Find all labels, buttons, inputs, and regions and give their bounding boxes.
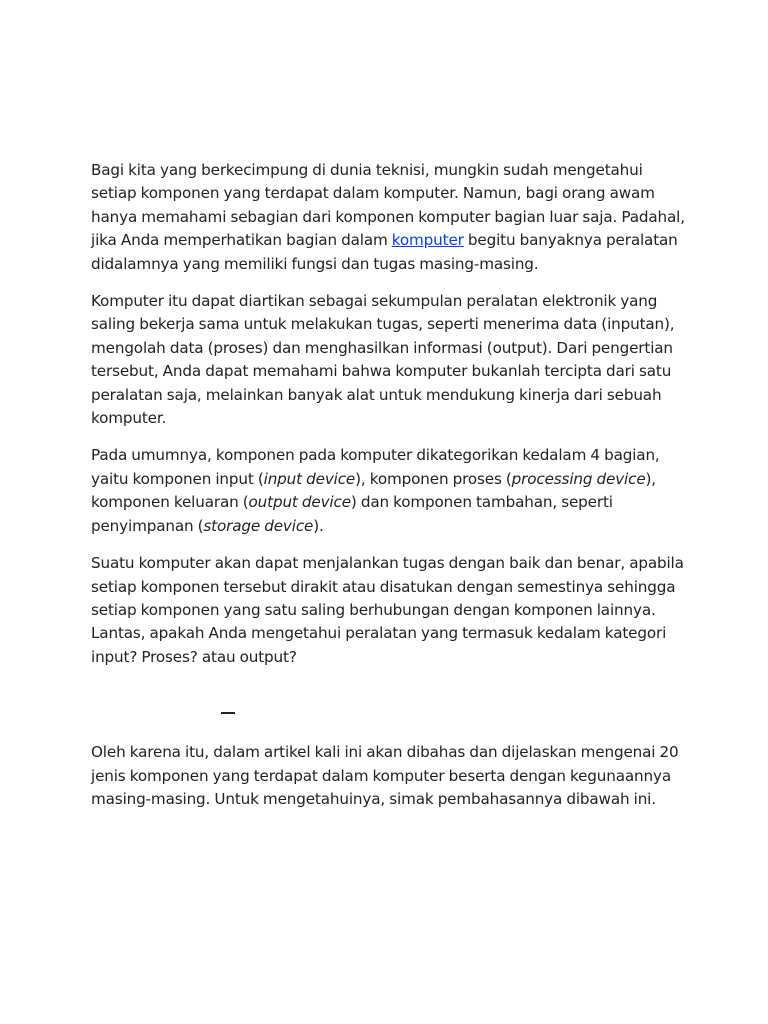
categories-text-5: ). [313,516,324,535]
storage-device-term: storage device [203,516,314,535]
categories-text-2: ), komponen proses ( [355,469,512,488]
separator-row [91,683,691,735]
paragraph-categories [91,444,691,538]
dash-mark [221,712,235,714]
categories-text-3: ), komponen keluaran ( [91,469,656,512]
paragraph-conclusion: Oleh karena itu, dalam artikel kali ini akan dibahas dan dijelaskan mengenai 20 jenis komponen yang terdapat dalam komputer beserta dengan kegunaannya masing-masing. Untuk mengetahuinya, simak pembahasannya dibawah ini. [91,743,679,808]
komputer-link[interactable]: komputer [391,231,464,250]
paragraph-intro-text-after-link: begitu banyaknya peralatan didalamnya yang memiliki fungsi dan tugas masing-masing. [91,231,678,273]
paragraph-definition: Komputer itu dapat diartikan sebagai sekumpulan peralatan elektronik yang saling bekerja sama untuk melakukan tugas, seperti menerima data (inputan), mengolah data (proses) dan menghasilkan informasi (output). Dari pengertian tersebut, Anda dapat memahami bahwa komputer bukanlah tercipta dari satu peralatan saja, melainkan banyak alat untuk mendukung kinerja dari sebuah komputer. [91,292,675,428]
categories-text-1: Pada umumnya, komponen pada komputer dikategorikan kedalam 4 bagian, yaitu komponen input ( [91,446,660,488]
paragraph-assembly: Suatu komputer akan dapat menjalankan tugas dengan baik dan benar, apabila setiap komponen tersebut dirakit atau disatukan dengan semestinya sehingga setiap komponen yang satu saling berhubungan dengan komponen lainnya. Lantas, apakah Anda mengetahui peralatan yang termasuk kedalam kategori input? Proses? atau output? [91,554,684,666]
processing-device-term: processing device [511,469,646,488]
input-device-term: input device [263,469,356,488]
categories-text-4: ) dan komponen tambahan, seperti penyimpanan ( [91,493,613,535]
document-body [91,159,691,825]
paragraph-intro-text-before-link: Bagi kita yang berkecimpung di dunia teknisi, mungkin sudah mengetahui setiap komponen yang terdapat dalam komputer. Namun, bagi orang awam hanya memahami sebagian dari komponen komputer bagian luar saja. Padahal, jika Anda memperhatikan bagian dalam [91,161,685,250]
output-device-term: output device [248,493,351,512]
paragraph-intro [91,159,691,276]
